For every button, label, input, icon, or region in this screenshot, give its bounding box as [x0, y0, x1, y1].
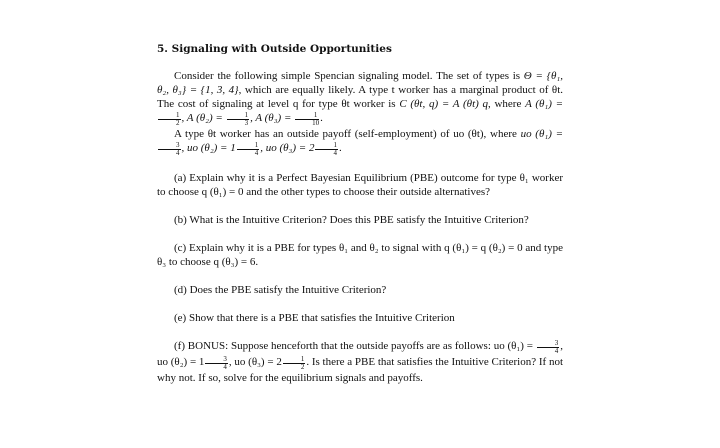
part-c: (c) Explain why it is a PBE for types θ₁ and θ₂ to signal with q (θ₁) = q (θ₂) = 0 and type θ₃ to choose q (θ₃) = 6.: [157, 242, 563, 268]
fraction: $\frac{3}{4}$: [158, 142, 181, 157]
cost-coef-2: , A (θ₂) =: [181, 112, 226, 124]
problem-heading: 5. Signaling with Outside Opportunities: [157, 43, 392, 55]
part-a: (a) Explain why it is a Perfect Bayesian Equilibrium (PBE) outcome for type θ₁ worker to choose q (θ₁) = 0 and the other types to choose their outside alternatives?: [157, 172, 563, 198]
part-f-text: (f) BONUS: Suppose henceforth that the outside payoffs are as follows: uo (θ₁) =: [174, 340, 536, 352]
intro-text: , where: [488, 98, 526, 110]
fraction: $\frac{3}{4}$: [205, 356, 228, 371]
intro-text: A type θt worker has an outside payoff (self-employment) of uo (θt), where: [174, 128, 521, 140]
outside-payoff-3: , uo (θ₃) = 2: [260, 142, 315, 154]
fraction: $\frac{1}{4}$: [237, 142, 260, 157]
fraction: $\frac{1}{10}$: [295, 112, 319, 127]
part-f-text: , uo (θ₃) = 2: [228, 356, 282, 368]
type-set: Θ = {θ₁, θ₂, θ₃} = {1, 3, 4}: [157, 70, 563, 96]
intro-text: , which are equally likely. A type t worker has a marginal product of θt. The cost of signaling at level q for type θt worker is: [157, 84, 564, 110]
intro-text: Consider the following simple Spencian signaling model. The set of types is: [174, 70, 524, 82]
problem-page: [157, 42, 563, 385]
outside-payoff-2: , uo (θ₂) = 1: [181, 142, 236, 154]
intro-paragraph-2: A type θt worker has an outside payoff (self-employment) of uo (θt), where uo (θ₁) = $\frac{3}{4}$ , uo (θ₂) = 1 $\frac{1}{4}$ , uo (θ₃) = 2 $\frac{1}{4}$ .: [157, 127, 563, 157]
fraction: $\frac{1}{2}$: [283, 356, 306, 371]
part-e: (e) Show that there is a PBE that satisfies the Intuitive Criterion: [174, 312, 455, 324]
fraction: $\frac{1}{2}$: [158, 112, 181, 127]
cost-coef-3: , A (θ₃) =: [250, 112, 295, 124]
fraction: $\frac{3}{4}$: [537, 340, 560, 355]
part-f: [157, 339, 563, 385]
fraction: $\frac{1}{4}$: [315, 142, 338, 157]
fraction: $\frac{1}{3}$: [227, 112, 250, 127]
outside-payoff-1: uo (θ₁) =: [520, 128, 563, 140]
part-f-text: , uo (θ₂) = 1: [157, 340, 563, 368]
part-b: (b) What is the Intuitive Criterion? Does this PBE satisfy the Intuitive Criterion?: [174, 214, 529, 226]
cost-function: C (θt, q) = A (θt) q: [399, 98, 489, 110]
cost-coef-1: A (θ₁) =: [525, 98, 564, 110]
part-f-text: . Is there a PBE that satisfies the Intuitive Criterion? If not why not. If so, solve for the equilibrium signals and payoffs.: [157, 356, 563, 384]
part-d: (d) Does the PBE satisfy the Intuitive Criterion?: [174, 284, 387, 296]
intro-paragraph-1: Consider the following simple Spencian signaling model. The set of types is Θ = {θ₁, θ₂, θ₃} = {1, 3, 4}, which are equally likely. A type t worker has a marginal product of θt. The cost of signaling at level q for type θt worker is C (θt, q) = A (θt) q, where A (θ₁) = $\frac{1}{2}$ , A (θ₂) = $\frac{1}{3}$ , A (θ₃) = $\frac{1}{10}$ .: [157, 70, 564, 127]
